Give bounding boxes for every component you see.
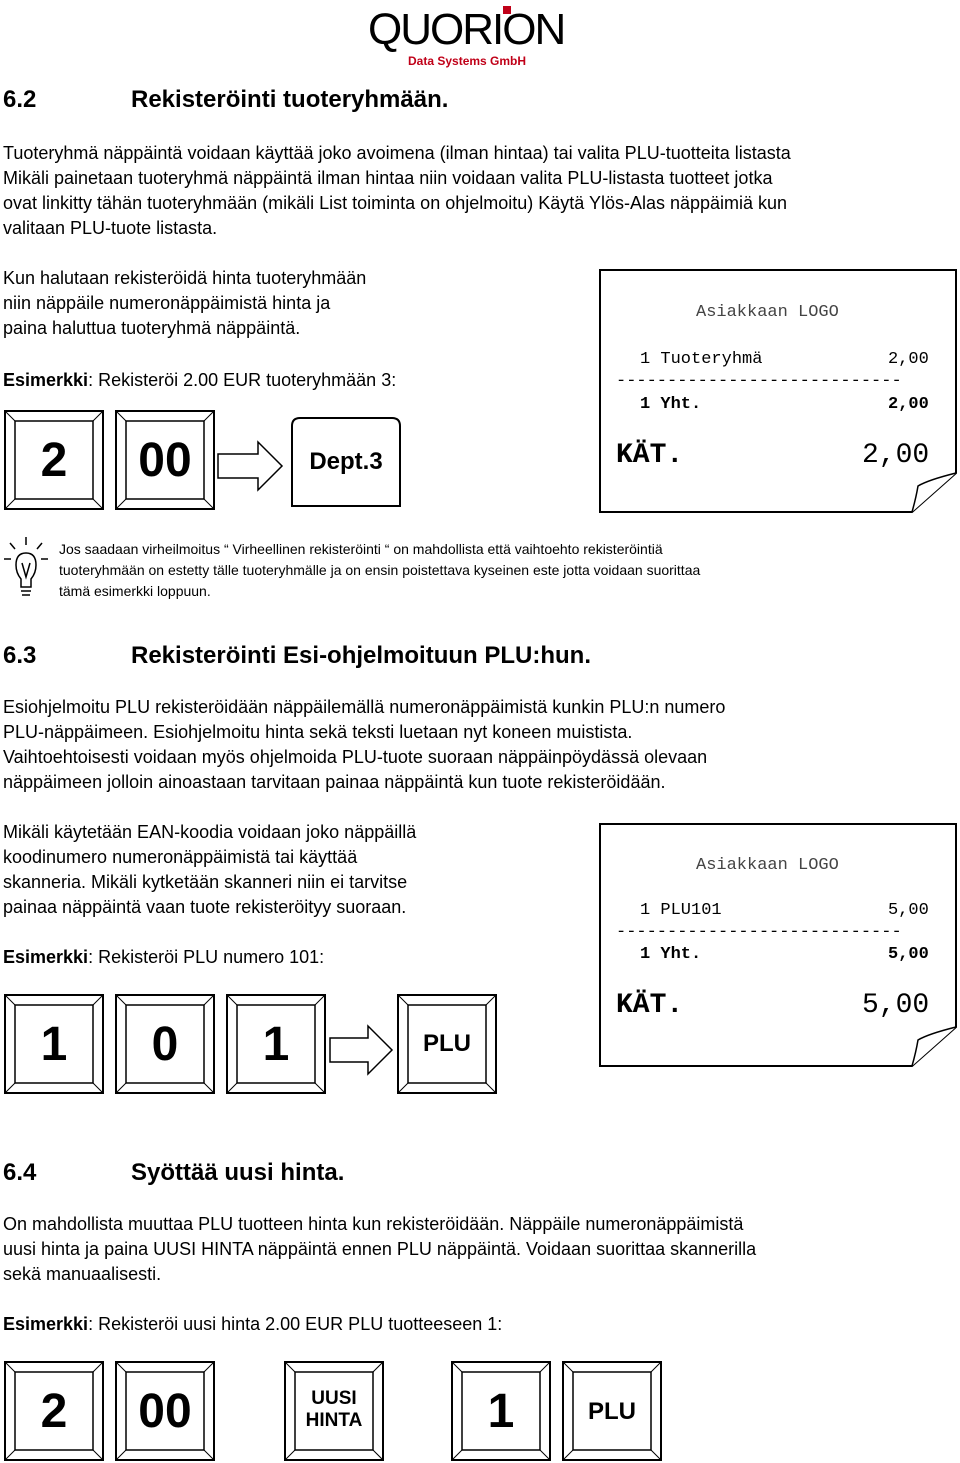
example-text: : Rekisteröi PLU numero 101: [88,947,325,967]
text-line: valitaan PLU-tuote listasta. [3,218,218,238]
text-line: Kun halutaan rekisteröidä hinta tuoteryhmään [3,268,367,288]
key-label: 1 [40,1017,68,1071]
example-6-3 [3,945,324,970]
section-heading-6-3 [3,642,591,670]
example-text: : Rekisteröi uusi hinta 2.00 EUR PLU tuotteeseen 1: [88,1314,503,1334]
receipt-dashes: ---------------------------- [616,923,902,942]
section-heading-6-4 [3,1159,344,1187]
key-label: 2 [40,433,68,487]
receipt-cash-amount: 5,00 [862,990,930,1021]
receipt-total-amount: 5,00 [888,945,929,964]
text-line: tämä esimerkki loppuun. [59,583,211,599]
receipt-line-right: 2,00 [888,350,929,369]
example-6-2 [3,368,396,393]
receipt-logo: Asiakkaan LOGO [696,856,839,875]
text-line: koodinumero numeronäppäimistä tai käyttää [3,847,358,867]
example-label: Esimerkki [3,947,89,967]
section-6-2-instructions [3,266,563,341]
text-line: niin näppäile numeronäppäimistä hinta ja [3,293,331,313]
section-title: Rekisteröinti Esi-ohjelmoituun PLU:hun. [131,642,592,669]
key-label: 1 [487,1384,515,1438]
text-line: näppäimeen jolloin ainoastaan tarvitaan painaa näppäintä kun tuote rekisteröidään. [3,772,666,792]
dept-key-label: Dept.3 [309,448,383,475]
key-label: 2 [40,1384,68,1438]
text-line: paina haluttua tuoteryhmä näppäintä. [3,318,301,338]
receipt-total-count: 1 Yht. [640,945,702,964]
arrow-icon [330,1026,392,1074]
key-label: 00 [138,1384,192,1438]
key-label-line: HINTA [305,1410,363,1431]
lightbulb-icon [2,535,50,603]
receipt-line-left: 1 PLU101 [640,901,722,920]
receipt-cash-label: KÄT. [616,990,684,1021]
section-title: Rekisteröinti tuoteryhmään. [131,86,449,113]
text-line: Jos saadaan virheilmoitus “ Virheellinen rekisteröinti “ on mahdollista että vaihtoehto rekisteröintiä [59,541,663,557]
text-line: Mikäli painetaan tuoteryhmä näppäintä ilman hintaa niin voidaan valita PLU-listasta tuotteet jotka [3,168,773,188]
text-line: On mahdollista muuttaa PLU tuotteen hinta kun rekisteröidään. Näppäile numeronäppäimistä [3,1214,744,1234]
arrow-icon [218,442,282,490]
text-line: Mikäli käytetään EAN-koodia voidaan joko näppäillä [3,822,417,842]
receipt-dashes: ---------------------------- [616,372,902,391]
new-price-key-label [295,1388,373,1432]
plu-key-label: PLU [588,1398,636,1425]
section-6-3-ean [3,820,563,920]
key-label-line: UUSI [311,1388,357,1409]
key-label: 0 [151,1017,179,1071]
warning-note [59,539,959,602]
text-line: uusi hinta ja paina UUSI HINTA näppäintä ennen PLU näppäintä. Voidaan suorittaa skannerilla [3,1239,757,1259]
text-line: painaa näppäintä vaan tuote rekisteröityy suoraan. [3,897,407,917]
plu-key-label: PLU [423,1030,471,1057]
section-6-2-intro [3,141,958,241]
section-heading-6-2 [3,86,448,114]
example-6-4 [3,1312,502,1337]
receipt-total-amount: 2,00 [888,395,929,414]
key-label: 1 [262,1017,290,1071]
text-line: Esiohjelmoitu PLU rekisteröidään näppäilemällä numeronäppäimistä kunkin PLU:n numero [3,697,726,717]
section-number: 6.2 [3,86,37,113]
receipt-line-right: 5,00 [888,901,929,920]
text-line: Tuoteryhmä näppäintä voidaan käyttää joko avoimena (ilman hintaa) tai valita PLU-tuotteita listasta [3,143,791,163]
text-line: Vaihtoehtoisesti voidaan myös ohjelmoida PLU-tuote suoraan näppäinpöydässä olevaan [3,747,708,767]
receipt-logo: Asiakkaan LOGO [696,303,839,322]
section-number: 6.3 [3,642,37,669]
receipt-total-count: 1 Yht. [640,395,702,414]
section-number: 6.4 [3,1159,37,1186]
receipt-cash-label: KÄT. [616,440,684,471]
text-line: sekä manuaalisesti. [3,1264,162,1284]
example-label: Esimerkki [3,370,89,390]
text-line: tuoteryhmään on estetty tälle tuoteryhmälle ja on ensin poistettava kyseinen este jotta voidaan suorittaa [59,562,701,578]
logo-subtitle: Data Systems GmbH [408,54,527,68]
receipt-line-left: 1 Tuoteryhmä [640,350,763,369]
key-label: 00 [138,433,192,487]
section-6-3-intro [3,695,958,795]
section-6-4-intro [3,1212,958,1287]
receipt-cash-amount: 2,00 [862,440,930,471]
text-line: ovat linkitty tähän tuoteryhmään (mikäli List toiminta on ohjelmoitu) Käytä Ylös-Alas näppäimiä kun [3,193,788,213]
company-logo [368,6,594,68]
text-line: skanneria. Mikäli kytketään skanneri niin ei tarvitse [3,872,408,892]
example-text: : Rekisteröi 2.00 EUR tuoteryhmään 3: [88,370,397,390]
logo-brand: QUORION [368,5,565,54]
example-label: Esimerkki [3,1314,89,1334]
section-title: Syöttää uusi hinta. [131,1159,345,1186]
text-line: PLU-näppäimeen. Esiohjelmoitu hinta sekä teksti luetaan nyt koneen muistista. [3,722,633,742]
